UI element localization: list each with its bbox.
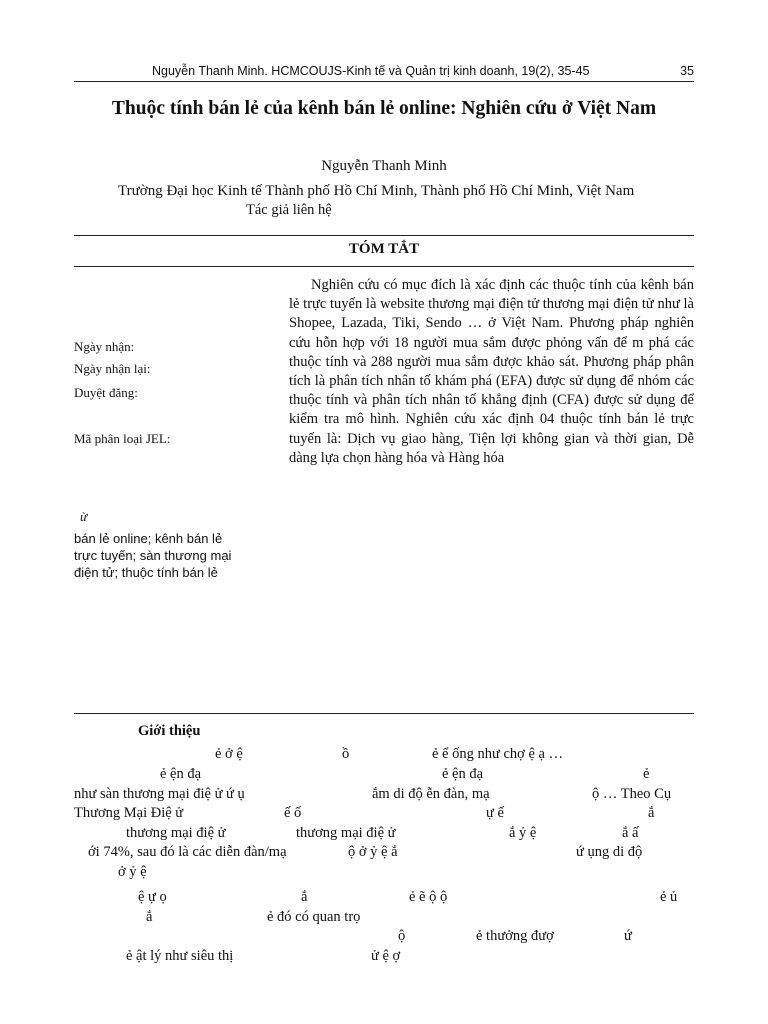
intro-fragment: ẻ ở ệ <box>215 746 243 762</box>
intro-fragment: ắ <box>648 805 655 821</box>
intro-fragment: ộ … Theo Cụ <box>592 786 672 802</box>
jel-code-label: Mã phân loại JEL: <box>74 431 171 446</box>
header-rule <box>74 81 694 82</box>
intro-fragment: ắ ỷ ệ <box>509 825 537 841</box>
intro-fragment: ắ ấ <box>622 825 639 841</box>
author-name: Nguyễn Thanh Minh <box>321 158 447 174</box>
intro-fragment: ứ <box>624 928 632 944</box>
intro-heading: Giới thiệu <box>138 723 201 739</box>
running-head <box>74 62 694 82</box>
intro-fragment: ẻ ẽ ộ ộ <box>409 889 448 905</box>
keywords-heading: ừ <box>80 509 88 524</box>
intro-fragment: như sàn thương mại điệ ử ứ ụ <box>74 786 245 802</box>
intro-fragment: thương mại điệ ử <box>296 825 396 841</box>
abstract-heading-rule <box>74 266 694 267</box>
intro-fragment: ẻ <box>643 766 650 782</box>
intro-fragment: thương mại điệ ử <box>126 825 226 841</box>
intro-fragment: ử ệ ợ <box>371 948 401 964</box>
intro-fragment: ự ế <box>486 805 504 821</box>
intro-fragment: ộ ở ỷ ệ ắ <box>348 844 398 860</box>
intro-fragment: ở ỷ ệ <box>118 864 147 880</box>
intro-fragment: ẻ ật lý như siêu thị <box>126 948 234 964</box>
intro-fragment: ắ <box>301 889 308 905</box>
abstract-text <box>289 276 694 468</box>
author-affiliation: Trường Đại học Kinh tế Thành phố Hồ Chí Minh, Thành phố Hồ Chí Minh, Việt Nam <box>118 183 635 199</box>
intro-fragment: ới 74%, sau đó là các diễn đàn/mạ <box>88 844 287 860</box>
keywords: bán lẻ online; kênh bán lẻ trực tuyến; sàn thương mại điện tử; thuộc tính bán lẻ <box>74 531 232 580</box>
intro-fragment: ắm di độ ễn đàn, mạ <box>372 786 490 802</box>
intro-fragment: ắ <box>146 909 153 925</box>
intro-fragment: ẻ đó có quan trọ <box>267 909 361 925</box>
received-date-label: Ngày nhận: <box>74 339 135 354</box>
intro-fragment: ẻ ể ống như chợ ệ ạ … <box>432 746 564 762</box>
intro-fragment: ệ ự ọ <box>138 889 167 905</box>
intro-fragment: ẻ thưởng đượ <box>476 928 554 944</box>
article-title: Thuộc tính bán lẻ của kênh bán lẻ online: Nghiên cứu ở Việt Nam <box>111 98 657 119</box>
abstract-paragraph: Nghiên cứu có mục đích là xác định các thuộc tính của kênh bán lẻ trực tuyến là website thương mại điện tử thương mại điện tử như là Shopee, Lazada, Tiki, Sendo … ở Việt Nam. Phương pháp nghiên cứu hỗn hợp với 18 người mua sắm được phỏng vấn để m phá các thuộc tính và 288 người mua sắm được khảo sát. Phương pháp phân tích là phân tích nhân tố khám phá (EFA) được sử dụng để nhóm các thuộc tính và phân tích nhân tố khẳng định (CFA) được sử dụng để kiểm tra mô hình. Nghiên cứu xác định 04 thuộc tính bán lẻ trực tuyến là: Dịch vụ giao hàng, Tiện lợi không gian và thời gian, Dễ dàng lựa chọn hàng hóa và Hàng hóa <box>289 277 694 466</box>
intro-fragment: ẻ ện đạ <box>442 766 484 782</box>
abstract-heading: TÓM TẮT <box>348 241 420 257</box>
revised-date-label: Ngày nhận lại: <box>74 361 151 376</box>
accepted-date-label: Duyệt đăng: <box>74 385 138 400</box>
corresponding-author: Tác giả liên hệ <box>246 202 332 218</box>
page-number: 35 <box>680 64 694 78</box>
citation: Nguyễn Thanh Minh. HCMCOUJS-Kinh tế và Quản trị kinh doanh, 19(2), 35-45 <box>152 64 590 78</box>
intro-fragment: ứ ụng di độ <box>576 844 643 860</box>
intro-fragment: ộ <box>398 928 406 944</box>
intro-fragment: Thương Mại Điệ ử <box>74 805 184 821</box>
intro-rule <box>74 713 694 714</box>
intro-fragment: ế ố <box>284 805 302 821</box>
abstract-top-rule <box>74 235 694 236</box>
intro-fragment: ồ <box>342 746 350 762</box>
intro-fragment: ẻ ện đạ <box>160 766 202 782</box>
intro-fragment: ẻ ủ <box>660 889 678 905</box>
